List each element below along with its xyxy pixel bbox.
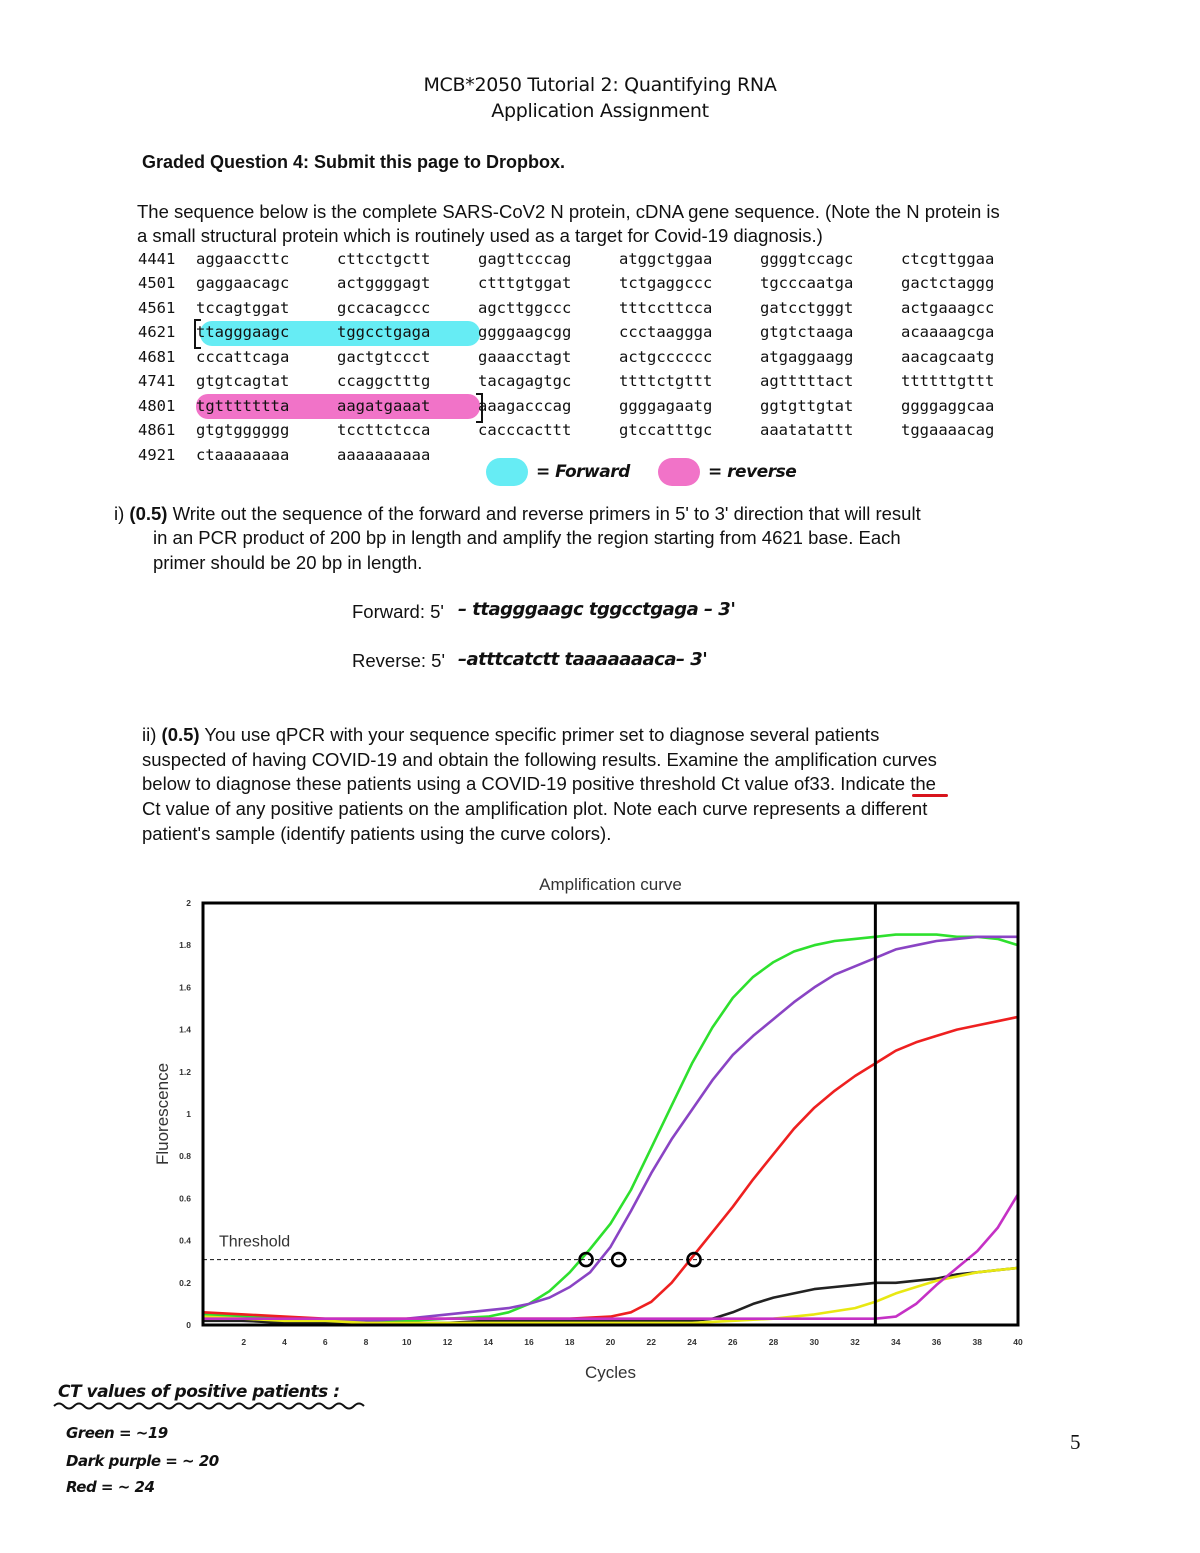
sequence-segment: gtgtgggggg <box>196 421 290 439</box>
x-tick-label: 10 <box>402 1337 412 1347</box>
reverse-legend-swatch <box>658 458 700 486</box>
question-ii-marker: ii) <box>142 724 157 745</box>
sequence-row <box>138 299 1042 317</box>
sequence-segment: acaaaagcga <box>901 323 995 341</box>
x-tick-label: 32 <box>850 1337 860 1347</box>
x-axis-label: Cycles <box>584 1363 637 1382</box>
question-ii-line-5: patient's sample (identify patients using the curve colors). <box>142 823 612 844</box>
sequence-row <box>138 323 1042 341</box>
sequence-segment: aaatatattt <box>760 421 854 439</box>
sequence-position: 4501 <box>138 274 176 292</box>
threshold-underline <box>912 794 948 797</box>
x-tick-label: 28 <box>768 1337 779 1347</box>
sequence-segment: ctttgtggat <box>478 274 572 292</box>
series-line-1 <box>203 937 1018 1321</box>
forward-legend-label: = Forward <box>536 462 630 482</box>
x-tick-label: 24 <box>687 1337 697 1347</box>
x-tick-label: 18 <box>565 1337 575 1347</box>
sequence-segment: gatcctgggt <box>760 299 854 317</box>
sequence-position: 4681 <box>138 348 176 366</box>
sequence-row <box>138 348 1042 366</box>
sequence-position: 4861 <box>138 421 176 439</box>
forward-answer-line <box>352 601 444 623</box>
sequence-segment: cccattcaga <box>196 348 290 366</box>
sequence-segment: actgcccccc <box>619 348 713 366</box>
forward-label: Forward: 5' <box>352 601 444 622</box>
amplification-chart <box>140 866 1040 1386</box>
x-tick-label: 8 <box>363 1337 369 1347</box>
ct-notes-wavy-underline <box>52 1400 372 1412</box>
y-tick-label: 1.2 <box>179 1066 191 1077</box>
question-i-line-3: primer should be 20 bp in length. <box>153 552 423 573</box>
sequence-segment: tccttctcca <box>337 421 431 439</box>
x-tick-label: 20 <box>605 1337 616 1347</box>
series-line-3 <box>203 1268 1018 1323</box>
question-ii-text-1: You use qPCR with your sequence specific primer set to diagnose several patients <box>204 724 880 745</box>
sequence-segment: ttagggaagc <box>196 323 290 341</box>
graded-question-heading: Graded Question 4: Submit this page to Dropbox. <box>142 152 566 172</box>
question-i-text-1: Write out the sequence of the forward and reverse primers in 5' to 3' direction that will result <box>172 503 921 524</box>
reverse-label: Reverse: 5' <box>352 650 445 671</box>
sequence-segment: gactctaggg <box>901 274 995 292</box>
x-tick-label: 36 <box>931 1337 942 1347</box>
intro-line-1: The sequence below is the complete SARS-CoV2 N protein, cDNA gene sequence. (Note the N protein is <box>137 201 1000 222</box>
sequence-segment: tgcccaatga <box>760 274 854 292</box>
sequence-segment: ggtgttgtat <box>760 397 854 415</box>
sequence-segment: tccagtggat <box>196 299 290 317</box>
intro-line-2: a small structural protein which is routinely used as a target for Covid-19 diagnosis.) <box>137 225 823 246</box>
sequence-segment: gaaacctagt <box>478 348 572 366</box>
sequence-segment: tggaaaacag <box>901 421 995 439</box>
sequence-position: 4441 <box>138 250 176 268</box>
ct-note-purple: Dark purple = ~ 20 <box>66 1452 219 1470</box>
forward-legend-swatch <box>486 458 528 486</box>
sequence-segment: gtccatttgc <box>619 421 713 439</box>
question-ii-line-2: suspected of having COVID-19 and obtain the following results. Examine the amplification curves <box>142 749 937 770</box>
question-ii-points: (0.5) <box>161 724 200 745</box>
plot-frame <box>203 903 1018 1325</box>
y-tick-label: 2 <box>186 898 191 908</box>
x-tick-label: 14 <box>483 1337 493 1347</box>
y-axis-label: Fluorescence <box>153 1062 172 1166</box>
reverse-answer-line <box>352 650 445 672</box>
question-ii-line-4: Ct value of any positive patients on the amplification plot. Note each curve represents a different <box>142 798 928 819</box>
sequence-segment: ttttctgttt <box>619 372 713 390</box>
reverse-legend-label: = reverse <box>708 462 797 482</box>
sequence-segment: ggggaagcgg <box>478 323 572 341</box>
series-line-0 <box>203 935 1018 1321</box>
y-tick-label: 0.8 <box>179 1151 191 1162</box>
sequence-position: 4921 <box>138 446 176 464</box>
x-tick-label: 40 <box>1013 1337 1023 1347</box>
sequence-segment: ggggagaatg <box>619 397 713 415</box>
question-ii-text-3a: below to diagnose these patients using a COVID-19 positive threshold Ct value of <box>142 773 810 794</box>
sequence-segment: ctaaaaaaaa <box>196 446 290 464</box>
sequence-segment: actggggagt <box>337 274 431 292</box>
question-ii-text-3c: Indicate the <box>840 773 936 794</box>
question-i-line-2: in an PCR product of 200 bp in length and amplify the region starting from 4621 base. Each <box>153 527 901 548</box>
sequence-segment: tgttttttta <box>196 397 290 415</box>
ct-note-red: Red = ~ 24 <box>66 1478 155 1496</box>
threshold-value: 33. <box>809 773 836 794</box>
y-tick-label: 0.6 <box>179 1193 191 1204</box>
x-tick-label: 4 <box>282 1337 287 1347</box>
reverse-answer: –atttcatctt taaaaaaaca– 3' <box>458 649 708 670</box>
y-tick-label: 1.8 <box>179 940 191 951</box>
x-tick-label: 26 <box>728 1337 738 1347</box>
sequence-row <box>138 250 1042 268</box>
sequence-segment: cttcctgctt <box>337 250 431 268</box>
sequence-segment: ccaggctttg <box>337 372 431 390</box>
y-tick-label: 0 <box>186 1320 191 1330</box>
sequence-segment: gagttcccag <box>478 250 572 268</box>
threshold-label: Threshold <box>219 1233 291 1251</box>
sequence-segment: ggggtccagc <box>760 250 854 268</box>
sequence-segment: aacagcaatg <box>901 348 995 366</box>
sequence-segment: aaagacccag <box>478 397 572 415</box>
sequence-segment: gtgtctaaga <box>760 323 854 341</box>
sequence-segment: aaaaaaaaaa <box>337 446 431 464</box>
sequence-segment: atgaggaagg <box>760 348 854 366</box>
chart-title: Amplification curve <box>539 875 682 894</box>
sequence-segment: aagatgaaat <box>337 397 431 415</box>
question-ii-line-1 <box>142 724 879 746</box>
sequence-segment: ctcgttggaa <box>901 250 995 268</box>
sequence-segment: tggcctgaga <box>337 323 431 341</box>
page-number: 5 <box>1070 1430 1081 1454</box>
sequence-position: 4561 <box>138 299 176 317</box>
sequence-segment: atggctggaa <box>619 250 713 268</box>
sequence-segment: gtgtcagtat <box>196 372 290 390</box>
page-subtitle: Application Assignment <box>491 100 709 122</box>
x-tick-label: 6 <box>322 1337 328 1347</box>
sequence-segment: tctgaggccc <box>619 274 713 292</box>
question-ii-line-3 <box>142 773 936 795</box>
sequence-segment: gaggaacagc <box>196 274 290 292</box>
x-tick-label: 12 <box>442 1337 453 1347</box>
sequence-segment: tacagagtgc <box>478 372 572 390</box>
forward-answer: – ttagggaagc tggcctgaga – 3' <box>458 599 736 620</box>
series-line-2 <box>203 1017 1018 1319</box>
sequence-segment: aggaaccttc <box>196 250 290 268</box>
x-tick-label: 2 <box>241 1337 247 1347</box>
page-title: MCB*2050 Tutorial 2: Quantifying RNA <box>423 74 777 96</box>
question-i-marker: i) <box>114 503 125 524</box>
sequence-segment: ggggaggcaa <box>901 397 995 415</box>
x-tick-label: 38 <box>972 1337 982 1347</box>
sequence-segment: ccctaaggga <box>619 323 713 341</box>
sequence-segment: ttttttgttt <box>901 372 995 390</box>
sequence-segment: cacccacttt <box>478 421 572 439</box>
sequence-segment: actgaaagcc <box>901 299 995 317</box>
sequence-segment: gactgtccct <box>337 348 431 366</box>
sequence-row <box>138 372 1042 390</box>
sequence-row <box>138 446 478 464</box>
ct-note-green: Green = ~19 <box>66 1424 168 1442</box>
series-line-5 <box>203 1194 1018 1319</box>
sequence-segment: tttccttcca <box>619 299 713 317</box>
y-tick-label: 1 <box>186 1109 191 1119</box>
question-i-line-1 <box>114 503 921 525</box>
question-i-points: (0.5) <box>129 503 168 524</box>
y-tick-label: 0.4 <box>179 1235 191 1246</box>
sequence-segment: gccacagccc <box>337 299 431 317</box>
series-line-4 <box>203 1268 1018 1323</box>
sequence-position: 4801 <box>138 397 176 415</box>
y-tick-label: 0.2 <box>179 1277 191 1288</box>
sequence-position: 4741 <box>138 372 176 390</box>
ct-notes-heading: CT values of positive patients : <box>58 1382 340 1402</box>
sequence-row <box>138 397 1042 415</box>
sequence-row <box>138 421 1042 439</box>
x-tick-label: 16 <box>524 1337 534 1347</box>
y-tick-label: 1.4 <box>179 1024 191 1035</box>
sequence-position: 4621 <box>138 323 176 341</box>
sequence-row <box>138 274 1042 292</box>
y-tick-label: 1.6 <box>179 982 191 993</box>
x-tick-label: 34 <box>891 1337 901 1347</box>
x-tick-label: 22 <box>646 1337 656 1347</box>
sequence-segment: agtttttact <box>760 372 854 390</box>
x-tick-label: 30 <box>809 1337 819 1347</box>
sequence-segment: agcttggccc <box>478 299 572 317</box>
